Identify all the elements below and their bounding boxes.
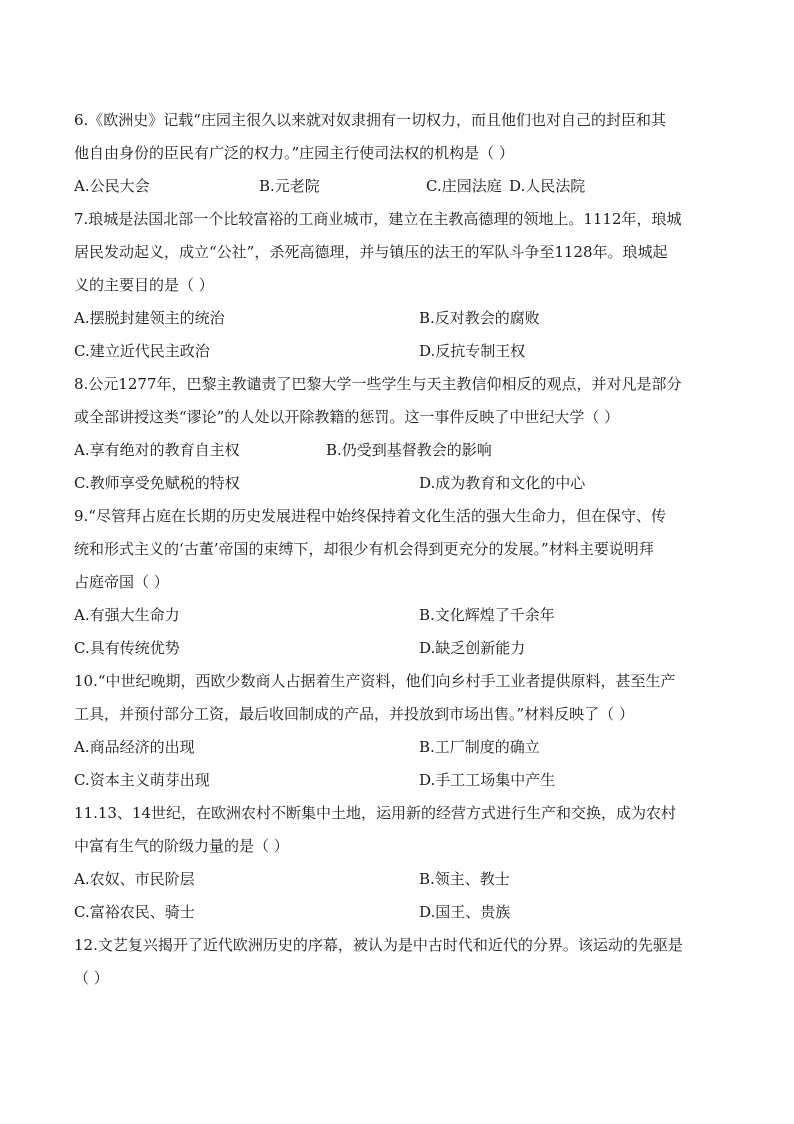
question-text: 中富有生气的阶级力量的是（ ）	[74, 837, 289, 855]
options-row	[74, 632, 724, 665]
options-row	[74, 863, 724, 896]
question-9	[74, 500, 724, 665]
question-text: （ ）	[74, 969, 109, 987]
options-row	[74, 335, 724, 368]
option-a: A.公民大会	[74, 177, 150, 195]
question-text: 10.“中世纪晚期，西欧少数商人占据着生产资料，他们向乡村手工业者提供原料，甚至生产	[74, 672, 676, 690]
question-7	[74, 203, 724, 368]
option-d: D.人民法院	[509, 177, 586, 195]
question-10	[74, 665, 724, 797]
option-d: D.反抗专制王权	[419, 342, 526, 360]
option-c: C.具有传统优势	[74, 639, 180, 657]
option-a: A.农奴、市民阶层	[74, 870, 195, 888]
question-text: 7.琅城是法国北部一个比较富裕的工商业城市，建立在主教高德理的领地上。1112年，琅城	[74, 210, 682, 228]
option-b: B.工厂制度的确立	[419, 738, 540, 756]
question-text: 工具，并预付部分工资，最后收回制成的产品，并投放到市场出售。”材料反映了（ ）	[74, 705, 634, 723]
options-row	[74, 896, 724, 929]
question-text: 居民发动起义，成立“公社”，杀死高德理，并与镇压的法王的军队斗争至1128年。琅城起	[74, 243, 668, 261]
option-d: D.国王、贵族	[419, 903, 511, 921]
options-row	[74, 434, 724, 467]
question-text: 8.公元1277年，巴黎主教谴责了巴黎大学一些学生与天主教信仰相反的观点，并对凡是部分	[74, 375, 682, 393]
question-8	[74, 368, 724, 500]
question-text: 义的主要目的是（ ）	[74, 276, 214, 294]
question-text: 统和形式主义的‘古董’帝国的束缚下，却很少有机会得到更充分的发展。”材料主要说明拜	[74, 540, 654, 558]
option-c: C.建立近代民主政治	[74, 342, 210, 360]
question-12	[74, 929, 724, 995]
question-text: 9.“尽管拜占庭在长期的历史发展进程中始终保持着文化生活的强大生命力，但在保守、传	[74, 507, 666, 525]
question-text: 6.《欧洲史》记载“庄园主很久以来就对奴隶拥有一切权力，而且他们也对自己的封臣和其	[74, 111, 666, 129]
question-text: 或全部讲授这类“谬论”的人处以开除教籍的惩罚。这一事件反映了中世纪大学（ ）	[74, 408, 620, 426]
question-text: 他自由身份的臣民有广泛的权力。”庄园主行使司法权的机构是（ ）	[74, 144, 514, 162]
option-d: D.缺乏创新能力	[419, 639, 526, 657]
question-text: 11.13、14世纪，在欧洲农村不断集中土地，运用新的经营方式进行生产和交换，成为农村	[74, 804, 677, 822]
option-c: C.庄园法庭	[426, 177, 502, 195]
question-text: 占庭帝国（ ）	[74, 573, 169, 591]
option-b: B.领主、教士	[419, 870, 510, 888]
option-d: D.成为教育和文化的中心	[419, 474, 586, 492]
option-c: C.富裕农民、骑士	[74, 903, 195, 921]
option-c: C.资本主义萌芽出现	[74, 771, 210, 789]
options-row	[74, 302, 724, 335]
question-11	[74, 797, 724, 929]
options-row	[74, 599, 724, 632]
option-a: A.商品经济的出现	[74, 738, 195, 756]
option-a: A.摆脱封建领主的统治	[74, 309, 225, 327]
options-row	[74, 731, 724, 764]
option-a: A.有强大生命力	[74, 606, 180, 624]
option-a: A.享有绝对的教育自主权	[74, 441, 240, 459]
option-b: B.元老院	[259, 177, 320, 195]
exam-page	[74, 104, 724, 995]
options-row	[74, 764, 724, 797]
options-row	[74, 467, 724, 500]
option-b: B.仍受到基督教会的影响	[326, 441, 492, 459]
option-c: C.教师享受免赋税的特权	[74, 474, 240, 492]
option-d: D.手工工场集中产生	[419, 771, 556, 789]
question-text: 12.文艺复兴揭开了近代欧洲历史的序幕，被认为是中古时代和近代的分界。该运动的先驱是	[74, 936, 683, 954]
options-row	[74, 170, 724, 203]
option-b: B.文化辉煌了千余年	[419, 606, 555, 624]
question-6	[74, 104, 724, 203]
option-b: B.反对教会的腐败	[419, 309, 540, 327]
